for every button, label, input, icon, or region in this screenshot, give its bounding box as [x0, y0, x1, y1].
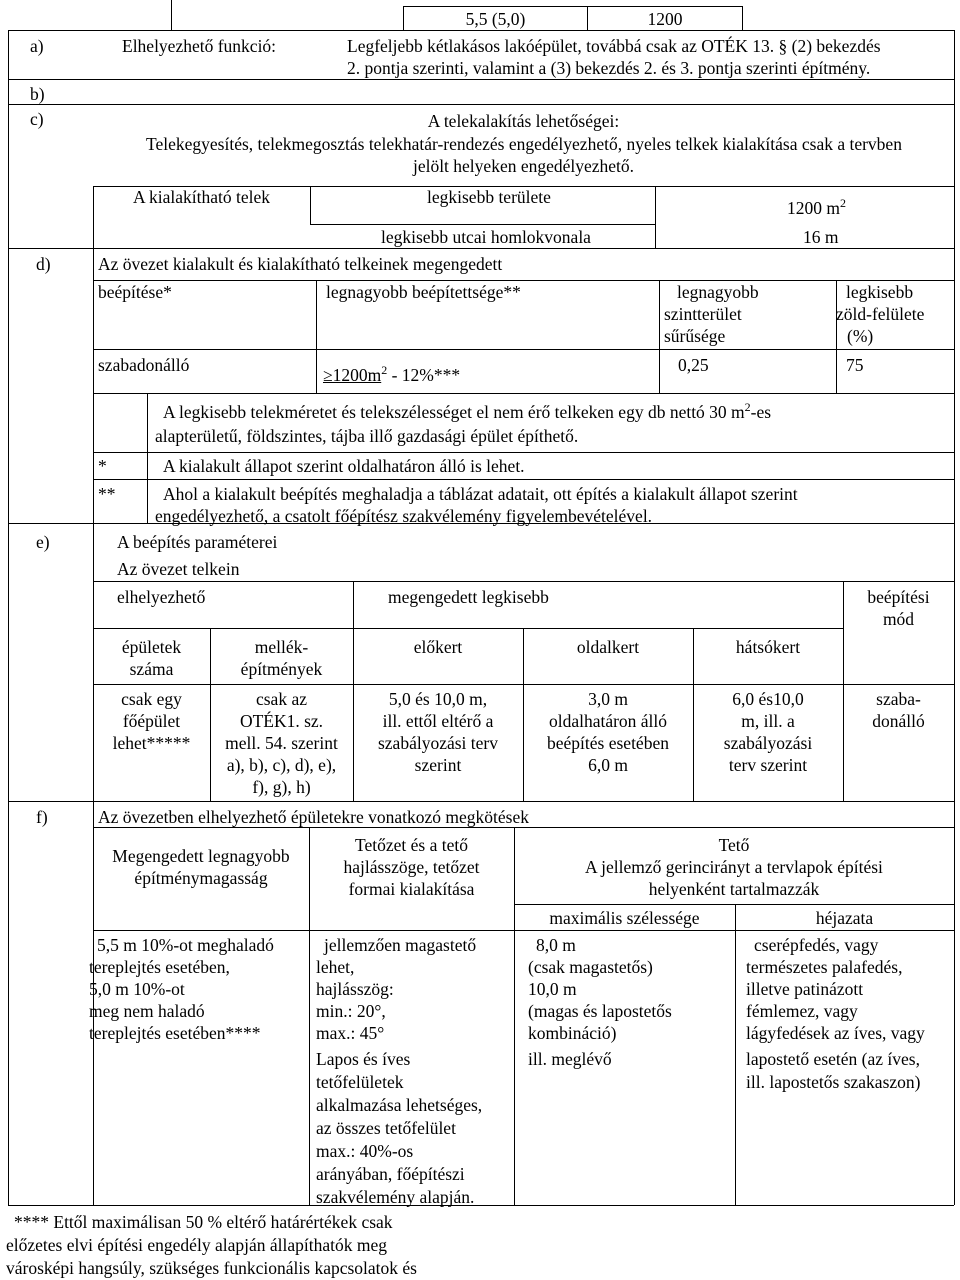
- column-header: maximális szélessége: [549, 908, 700, 928]
- column-header: A jellemző gerincirányt a tervlapok építési: [585, 857, 883, 877]
- cell-value: cserépfedés, vagy: [754, 935, 879, 955]
- column-header: oldalkert: [576, 637, 640, 657]
- divider: [147, 393, 148, 523]
- cell-value: lágyfedések az íves, vagy: [746, 1023, 925, 1043]
- divider: [514, 904, 954, 905]
- divider: [316, 280, 317, 393]
- cell-value: tereplejtés esetében,: [89, 957, 230, 977]
- column-header: mellék-: [254, 637, 309, 657]
- cell-value: terv szerint: [728, 755, 808, 775]
- divider: [8, 79, 954, 80]
- cell-value: m, ill. a: [741, 711, 795, 731]
- cell-value: meg nem haladó: [89, 1001, 205, 1021]
- divider: [93, 581, 954, 582]
- column-header: Megengedett legnagyobb: [112, 846, 290, 866]
- cell-value: illetve patinázott: [746, 979, 864, 999]
- min-area-label: legkisebb területe: [427, 187, 551, 207]
- top-value-1: 5,5 (5,0): [465, 9, 526, 29]
- divider: [93, 280, 954, 281]
- column-header: hajlásszöge, tetőzet: [343, 857, 480, 877]
- cell-value: fémlemez, vagy: [746, 1001, 858, 1021]
- cell-value: OTÉK1. sz.: [239, 711, 324, 731]
- cell-value: oldalhatáron álló: [548, 711, 668, 731]
- section-title: A telekalakítás lehetőségei:: [427, 111, 620, 131]
- divider: [93, 930, 954, 931]
- note-text: A kialakult állapot szerint oldalhatáron álló is lehet.: [163, 456, 525, 476]
- cell-value: kombináció): [528, 1023, 617, 1043]
- column-header: formai kialakítása: [348, 879, 475, 899]
- divider: [8, 801, 954, 802]
- cell-value: szerint: [414, 755, 462, 775]
- column-header: épületek: [121, 637, 182, 657]
- divider: [655, 186, 656, 248]
- column-header: legkisebb: [846, 282, 914, 302]
- top-value-2: 1200: [647, 9, 683, 29]
- function-text: 2. pontja szerinti, valamint a (3) bekezdés 2. és 3. pontja szerinti építmény.: [347, 58, 871, 78]
- cell-value: szaba-: [876, 689, 921, 709]
- cell-value: szakvélemény alapján.: [316, 1187, 475, 1207]
- note-text: engedélyezhető, a csatolt főépítész szakvélemény figyelembevételével.: [155, 506, 653, 526]
- plot-label: A kialakítható telek: [133, 187, 271, 207]
- plot-rules: Telekegyesítés, telekmegosztás telekhatár-rendezés engedélyezhető, nyeles telkek kialakítása csak a tervben: [146, 134, 902, 154]
- divider: [954, 30, 955, 1205]
- column-header: legnagyobb beépítettsége**: [326, 282, 521, 302]
- min-area-value: 1200 $m^2$: [787, 196, 846, 218]
- cell-value: főépület: [122, 711, 181, 731]
- cell-value: donálló: [872, 711, 925, 731]
- section-title: A beépítés paraméterei: [117, 532, 278, 552]
- row-letter-d: d): [36, 254, 51, 274]
- cell-value: csak egy: [121, 689, 182, 709]
- column-header: héjazata: [815, 908, 874, 928]
- cell-value: 75: [846, 355, 864, 375]
- cell-value: szabályozási: [723, 733, 813, 753]
- divider: [93, 452, 954, 453]
- cell-value: 10,0 m: [528, 979, 577, 999]
- cell-value: max.: 45°: [316, 1023, 385, 1043]
- cell-value: csak az: [255, 689, 307, 709]
- column-header: mód: [882, 609, 915, 629]
- row-letter-f: f): [36, 807, 48, 827]
- cell-value: (magas és lapostetős: [528, 1001, 672, 1021]
- divider: [742, 6, 743, 30]
- divider: [93, 186, 94, 248]
- cell-value: 5,5 m 10%-ot meghaladó: [97, 935, 274, 955]
- min-frontage-value: 16 m: [803, 227, 839, 247]
- column-header: beépítési: [867, 587, 930, 607]
- min-frontage-label: legkisebb utcai homlokvonala: [381, 227, 591, 247]
- row-letter-b: b): [30, 84, 45, 104]
- row-letter-a: a): [30, 36, 44, 56]
- cell-value: 5,0 és 10,0 m,: [388, 689, 488, 709]
- note-text: Ahol a kialakult beépítés meghaladja a táblázat adatait, ott építés a kialakult állapot szerint: [163, 484, 798, 504]
- cell-value: tetőfelületek: [316, 1072, 404, 1092]
- cell-value: a), b), c), d), e),: [226, 755, 337, 775]
- column-header: (%): [847, 326, 874, 346]
- footnote: városképi hangsúly, szükséges funkcionális kapcsolatok és: [6, 1258, 417, 1278]
- column-header: építménymagasság: [134, 868, 268, 888]
- column-header: előkert: [413, 637, 463, 657]
- row-letter-e: e): [36, 532, 50, 552]
- column-header: legnagyobb: [677, 282, 759, 302]
- column-header: megengedett legkisebb: [388, 587, 549, 607]
- cell-value: f), g), h): [252, 777, 311, 797]
- divider: [93, 349, 954, 350]
- cell-value: szabadonálló: [98, 355, 190, 375]
- divider: [93, 393, 954, 394]
- cell-value: alkalmazása lehetséges,: [316, 1095, 483, 1115]
- cell-value: jellemzően magastető: [324, 935, 477, 955]
- cell-value: arányában, főépítészi: [316, 1164, 465, 1184]
- divider: [403, 6, 743, 7]
- cell-value: 6,0 m: [588, 755, 628, 775]
- cell-value: természetes palafedés,: [746, 957, 903, 977]
- section-title: Az övezet kialakult és kialakítható telkeinek megengedett: [98, 254, 503, 274]
- column-header: elhelyezhető: [117, 587, 206, 607]
- cell-value: hajlásszög:: [316, 979, 394, 999]
- cell-value: Lapos és íves: [316, 1049, 411, 1069]
- cell-value: ill. lapostetős szakaszon): [746, 1072, 921, 1092]
- cell-value: lapostető esetén (az íves,: [746, 1049, 920, 1069]
- cell-value: min.: 20°,: [316, 1001, 386, 1021]
- column-header: száma: [129, 659, 174, 679]
- note-marker: *: [98, 456, 107, 476]
- cell-value: 0,25: [678, 355, 709, 375]
- column-header: zöld-felülete: [836, 304, 925, 324]
- divider: [310, 186, 311, 224]
- divider: [836, 280, 837, 393]
- cell-value: mell. 54. szerint: [225, 733, 338, 753]
- column-header: beépítése*: [98, 282, 172, 302]
- column-header: sűrűsége: [664, 326, 726, 346]
- row-letter-c: c): [30, 109, 44, 129]
- divider: [8, 1205, 954, 1206]
- column-header: helyenként tartalmazzák: [648, 879, 820, 899]
- note-text: alapterületű, földszintes, tájba illő gazdasági épület építhető.: [155, 426, 579, 446]
- divider: [8, 30, 954, 31]
- cell-value: ill. ettől eltérő a: [382, 711, 494, 731]
- note-marker: **: [98, 484, 116, 504]
- divider: [8, 30, 9, 1205]
- section-subtitle: Az övezet telkein: [117, 559, 240, 579]
- cell-value: az összes tetőfelület: [316, 1118, 456, 1138]
- cell-value: 5,0 m 10%-ot: [89, 979, 185, 999]
- function-label: Elhelyezhető funkció:: [122, 36, 277, 56]
- footnote: **** Ettől maximálisan 50 % eltérő határértékek csak: [14, 1212, 393, 1232]
- cell-value: (csak magastetős): [528, 957, 653, 977]
- cell-value: 3,0 m: [588, 689, 628, 709]
- divider: [93, 479, 954, 480]
- footnote: előzetes elvi építési engedély alapján állapíthatók meg: [6, 1235, 387, 1255]
- divider: [310, 224, 655, 225]
- cell-value: tereplejtés esetében****: [89, 1023, 261, 1043]
- cell-value: szabályozási terv: [377, 733, 498, 753]
- column-header: Tető: [718, 835, 750, 855]
- cell-value: $\ge 1200m^2 - 12\%***$: [323, 363, 461, 385]
- divider: [659, 280, 660, 393]
- cell-value: lehet*****: [112, 733, 191, 753]
- cell-value: 6,0 és10,0: [732, 689, 804, 709]
- column-header: hátsókert: [735, 637, 801, 657]
- cell-value: ill. meglévő: [528, 1049, 612, 1069]
- cell-value: beépítés esetében: [547, 733, 669, 753]
- divider: [171, 0, 172, 30]
- divider: [8, 248, 954, 249]
- cell-value: lehet,: [316, 957, 355, 977]
- plot-rules: jelölt helyeken engedélyezhető.: [412, 156, 635, 176]
- divider: [93, 684, 954, 685]
- function-text: Legfeljebb kétlakásos lakóépület, továbbá csak az OTÉK 13. § (2) bekezdés: [347, 36, 881, 56]
- divider: [8, 104, 954, 105]
- column-header: Tetőzet és a tető: [355, 835, 468, 855]
- cell-value: max.: 40%-os: [316, 1141, 414, 1161]
- divider: [735, 904, 736, 1205]
- divider: [93, 248, 94, 523]
- cell-value: 8,0 m: [536, 935, 576, 955]
- note-text: A legkisebb telekméretet és telekszélességet el nem érő telkeken egy db nettó 30 $m^2-es$: [163, 400, 772, 422]
- divider: [93, 628, 843, 629]
- section-title: Az övezetben elhelyezhető épületekre vonatkozó megkötések: [98, 807, 529, 827]
- column-header: építmények: [240, 659, 323, 679]
- column-header: szintterület: [664, 304, 742, 324]
